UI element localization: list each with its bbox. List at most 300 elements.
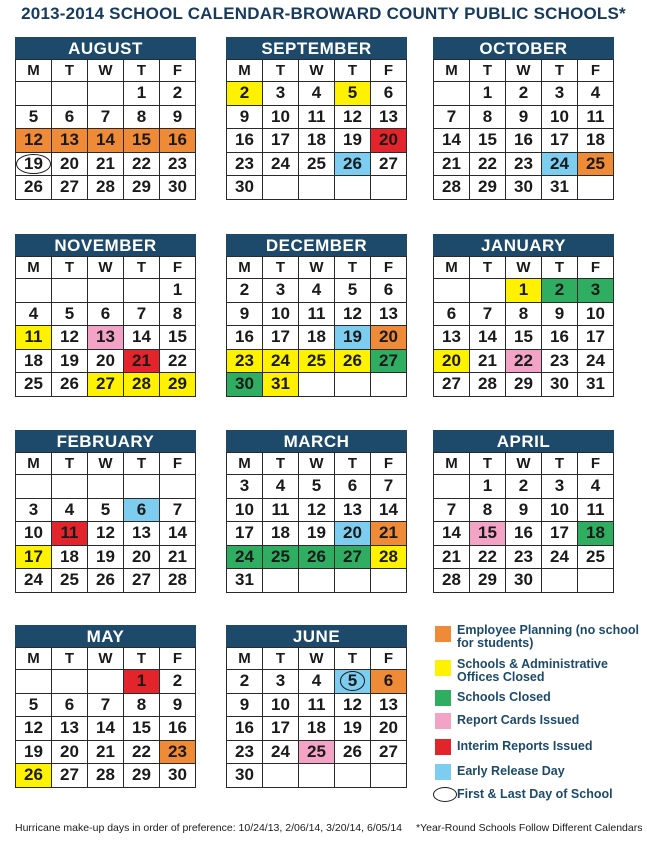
week-row [16,693,196,717]
day-cell: 16 [227,326,263,350]
legend-schools-closed-label: Schools Closed [457,690,551,704]
month-january [433,234,614,397]
day-cell: 28 [434,569,470,593]
day-cell: 30 [506,176,542,200]
day-cell [52,670,88,694]
legend-employee-planning-label: Employee Planning (no school for students) [457,623,639,650]
day-cell: 28 [88,176,124,200]
hurricane-note: Hurricane make-up days in order of preference: 10/24/13, 2/06/14, 3/20/14, 6/05/14 [15,822,402,834]
day-cell: 19 [335,326,371,350]
day-cell: 27 [52,176,88,200]
month-grid [226,59,407,200]
week-row [16,105,196,129]
day-cell: 11 [299,302,335,326]
day-cell: 2 [160,670,196,694]
weekday-label: W [506,257,542,279]
month-april [433,430,614,593]
day-cell: 25 [299,740,335,764]
week-row [227,693,407,717]
day-cell: 28 [371,545,407,569]
day-cell: 23 [542,349,578,373]
week-row [227,522,407,546]
day-cell: 1 [160,279,196,303]
day-cell: 9 [160,693,196,717]
weekday-label: F [578,257,614,279]
day-cell: 6 [371,670,407,694]
month-august [15,37,196,200]
week-row [434,176,614,200]
month-grid [433,59,614,200]
day-cell [52,475,88,499]
day-cell: 12 [16,129,52,153]
weekday-row [227,648,407,670]
day-cell: 31 [263,373,299,397]
day-cell: 14 [88,717,124,741]
weekday-label: W [506,453,542,475]
weekday-label: T [124,453,160,475]
day-cell: 17 [578,326,614,350]
day-cell: 21 [88,740,124,764]
day-cell: 15 [160,326,196,350]
day-cell: 7 [371,475,407,499]
weekday-row [16,648,196,670]
week-row [16,349,196,373]
week-row [16,326,196,350]
day-cell: 2 [227,279,263,303]
day-cell: 15 [470,129,506,153]
week-row [227,129,407,153]
weekday-label: T [470,453,506,475]
month-october [433,37,614,200]
weekday-label: T [52,257,88,279]
day-cell: 23 [506,152,542,176]
day-cell: 18 [578,522,614,546]
day-cell: 5 [88,498,124,522]
day-cell: 20 [88,349,124,373]
day-cell: 14 [88,129,124,153]
day-cell: 24 [263,349,299,373]
day-cell: 26 [335,152,371,176]
day-cell: 19 [299,522,335,546]
weekday-label: M [227,648,263,670]
pink-swatch [435,713,451,729]
day-cell: 19 [88,545,124,569]
day-cell: 21 [470,349,506,373]
day-cell: 22 [124,152,160,176]
day-cell [88,670,124,694]
day-cell: 17 [263,326,299,350]
day-cell: 23 [227,740,263,764]
week-row [16,522,196,546]
weekday-label: T [52,648,88,670]
day-cell: 19 [335,717,371,741]
day-cell [88,279,124,303]
day-cell: 9 [160,105,196,129]
day-cell: 2 [506,475,542,499]
day-cell: 6 [371,279,407,303]
calendar-title: 2013-2014 SCHOOL CALENDAR-BROWARD COUNTY PUBLIC SCHOOLS* [21,4,626,23]
week-row [434,152,614,176]
day-cell [335,373,371,397]
blue-swatch [435,764,451,780]
day-cell: 18 [52,545,88,569]
day-cell [263,176,299,200]
day-cell: 9 [227,105,263,129]
day-cell: 28 [124,373,160,397]
day-cell: 13 [371,302,407,326]
day-cell: 3 [16,498,52,522]
day-cell: 14 [434,129,470,153]
month-header: MARCH [226,430,407,452]
day-cell: 16 [160,129,196,153]
day-cell [371,764,407,788]
day-cell: 9 [542,302,578,326]
day-cell: 27 [371,152,407,176]
day-cell: 3 [227,475,263,499]
day-cell: 25 [578,545,614,569]
weekday-row [16,453,196,475]
day-cell: 3 [542,475,578,499]
week-row [16,569,196,593]
day-cell: 31 [542,176,578,200]
day-cell: 20 [371,326,407,350]
legend-report-cards-label: Report Cards Issued [457,713,580,727]
day-cell: 12 [299,498,335,522]
day-cell: 20 [52,152,88,176]
day-cell: 23 [160,740,196,764]
day-cell: 1 [470,475,506,499]
day-cell: 25 [263,545,299,569]
day-cell [335,176,371,200]
week-row [16,279,196,303]
week-row [16,373,196,397]
month-header: FEBRUARY [15,430,196,452]
day-cell [88,475,124,499]
day-cell: 18 [299,326,335,350]
day-cell: 18 [578,129,614,153]
month-grid [15,256,196,397]
day-cell: 13 [434,326,470,350]
day-cell: 26 [88,569,124,593]
weekday-label: T [52,60,88,82]
day-cell: 26 [16,176,52,200]
day-cell: 15 [124,717,160,741]
month-header: MAY [15,625,196,647]
day-cell [16,152,52,176]
weekday-label: T [470,60,506,82]
day-cell [16,279,52,303]
day-cell: 30 [160,176,196,200]
week-row [434,569,614,593]
day-cell [299,373,335,397]
day-cell: 15 [506,326,542,350]
day-cell: 6 [52,693,88,717]
day-cell: 29 [506,373,542,397]
day-cell: 10 [263,693,299,717]
week-row [16,475,196,499]
week-row [227,176,407,200]
day-cell [434,475,470,499]
weekday-label: W [88,257,124,279]
weekday-label: T [542,257,578,279]
weekday-label: M [16,648,52,670]
day-cell: 10 [227,498,263,522]
day-cell: 29 [470,569,506,593]
week-row [434,349,614,373]
day-cell [299,176,335,200]
day-cell: 22 [124,740,160,764]
day-cell: 9 [506,105,542,129]
week-row [16,545,196,569]
week-row [16,82,196,106]
day-cell [542,569,578,593]
week-row [434,475,614,499]
day-cell: 6 [88,302,124,326]
weekday-label: W [299,257,335,279]
day-cell: 10 [16,522,52,546]
day-cell: 11 [299,105,335,129]
weekday-row [434,257,614,279]
weekday-label: W [88,648,124,670]
circle-icon [433,787,457,802]
week-row [16,176,196,200]
day-cell: 14 [470,326,506,350]
day-cell: 15 [470,522,506,546]
week-row [434,105,614,129]
day-cell: 4 [299,82,335,106]
month-grid [226,647,407,788]
green-swatch [435,690,451,706]
month-grid [226,452,407,593]
day-cell: 21 [160,545,196,569]
month-grid [15,59,196,200]
week-row [16,152,196,176]
month-header: OCTOBER [433,37,614,59]
day-cell: 10 [263,105,299,129]
first-last-day-marker: 19 [16,154,51,174]
day-cell: 7 [434,498,470,522]
weekday-label: W [506,60,542,82]
day-cell [16,670,52,694]
week-row [227,670,407,694]
day-cell [263,569,299,593]
day-cell: 20 [335,522,371,546]
month-november [15,234,196,397]
day-cell: 27 [52,764,88,788]
weekday-label: F [160,453,196,475]
day-cell: 7 [124,302,160,326]
day-cell: 17 [542,522,578,546]
day-cell: 6 [52,105,88,129]
month-header: JANUARY [433,234,614,256]
day-cell: 7 [88,693,124,717]
weekday-row [16,257,196,279]
day-cell: 16 [506,129,542,153]
week-row [227,152,407,176]
month-grid [15,452,196,593]
day-cell [299,569,335,593]
day-cell: 24 [578,349,614,373]
weekday-label: W [299,648,335,670]
day-cell: 18 [16,349,52,373]
weekday-label: F [160,257,196,279]
day-cell: 9 [506,498,542,522]
month-header: DECEMBER [226,234,407,256]
weekday-label: M [16,257,52,279]
legend-early-release-label: Early Release Day [457,764,565,778]
day-cell [88,82,124,106]
day-cell: 29 [160,373,196,397]
week-row [227,764,407,788]
weekday-label: M [16,60,52,82]
day-cell [263,764,299,788]
day-cell: 26 [335,349,371,373]
day-cell: 22 [470,152,506,176]
weekday-label: T [263,60,299,82]
day-cell: 11 [16,326,52,350]
day-cell: 25 [299,349,335,373]
week-row [434,279,614,303]
day-cell: 19 [16,740,52,764]
day-cell: 7 [434,105,470,129]
weekday-label: T [335,453,371,475]
weekday-label: F [160,60,196,82]
day-cell: 16 [160,717,196,741]
weekday-label: W [88,60,124,82]
weekday-label: T [263,453,299,475]
day-cell: 4 [578,475,614,499]
day-cell: 23 [506,545,542,569]
day-cell: 30 [227,176,263,200]
weekday-label: T [335,257,371,279]
weekday-label: T [542,60,578,82]
day-cell: 13 [52,717,88,741]
day-cell: 9 [227,693,263,717]
week-row [16,764,196,788]
day-cell: 13 [88,326,124,350]
weekday-label: T [263,257,299,279]
day-cell: 11 [299,693,335,717]
weekday-label: F [371,60,407,82]
day-cell: 4 [16,302,52,326]
day-cell: 22 [470,545,506,569]
weekday-label: M [434,453,470,475]
day-cell: 19 [335,129,371,153]
orange-swatch [435,626,451,642]
day-cell [371,569,407,593]
week-row [227,498,407,522]
day-cell: 3 [578,279,614,303]
day-cell: 17 [16,545,52,569]
week-row [227,279,407,303]
day-cell [335,764,371,788]
day-cell: 8 [470,498,506,522]
day-cell: 8 [124,105,160,129]
day-cell: 8 [124,693,160,717]
day-cell: 3 [542,82,578,106]
month-grid [226,256,407,397]
day-cell: 12 [52,326,88,350]
weekday-label: T [124,648,160,670]
month-header: APRIL [433,430,614,452]
week-row [16,129,196,153]
day-cell: 28 [434,176,470,200]
day-cell: 27 [335,545,371,569]
day-cell: 6 [434,302,470,326]
weekday-label: M [227,60,263,82]
day-cell: 24 [542,545,578,569]
day-cell [335,670,371,694]
day-cell: 4 [578,82,614,106]
day-cell: 2 [227,82,263,106]
week-row [227,105,407,129]
day-cell: 24 [542,152,578,176]
day-cell: 28 [470,373,506,397]
weekday-label: T [263,648,299,670]
day-cell: 21 [371,522,407,546]
month-march [226,430,407,593]
day-cell: 5 [299,475,335,499]
day-cell: 24 [263,152,299,176]
day-cell: 29 [124,764,160,788]
day-cell: 11 [578,105,614,129]
day-cell: 7 [160,498,196,522]
day-cell: 13 [124,522,160,546]
day-cell: 25 [299,152,335,176]
day-cell: 5 [335,279,371,303]
day-cell: 13 [371,105,407,129]
day-cell: 3 [263,670,299,694]
week-row [434,522,614,546]
day-cell: 27 [124,569,160,593]
weekday-label: M [227,453,263,475]
week-row [227,545,407,569]
week-row [16,717,196,741]
day-cell: 5 [52,302,88,326]
day-cell [124,279,160,303]
day-cell: 23 [160,152,196,176]
month-december [226,234,407,397]
day-cell: 25 [16,373,52,397]
day-cell [371,373,407,397]
legend-first-last-day-label: First & Last Day of School [457,787,613,801]
day-cell: 25 [578,152,614,176]
day-cell: 31 [578,373,614,397]
week-row [227,740,407,764]
week-row [227,326,407,350]
day-cell: 26 [16,764,52,788]
day-cell: 7 [470,302,506,326]
day-cell: 14 [124,326,160,350]
legend-interim-reports-label: Interim Reports Issued [457,739,593,753]
day-cell: 5 [16,105,52,129]
day-cell: 18 [299,717,335,741]
day-cell: 28 [160,569,196,593]
day-cell: 17 [227,522,263,546]
week-row [434,545,614,569]
weekday-label: M [227,257,263,279]
day-cell: 21 [434,545,470,569]
week-row [434,129,614,153]
day-cell [578,176,614,200]
week-row [434,498,614,522]
day-cell [160,475,196,499]
day-cell: 24 [263,740,299,764]
month-june [226,625,407,788]
weekday-label: T [470,257,506,279]
weekday-label: T [52,453,88,475]
day-cell: 6 [124,498,160,522]
